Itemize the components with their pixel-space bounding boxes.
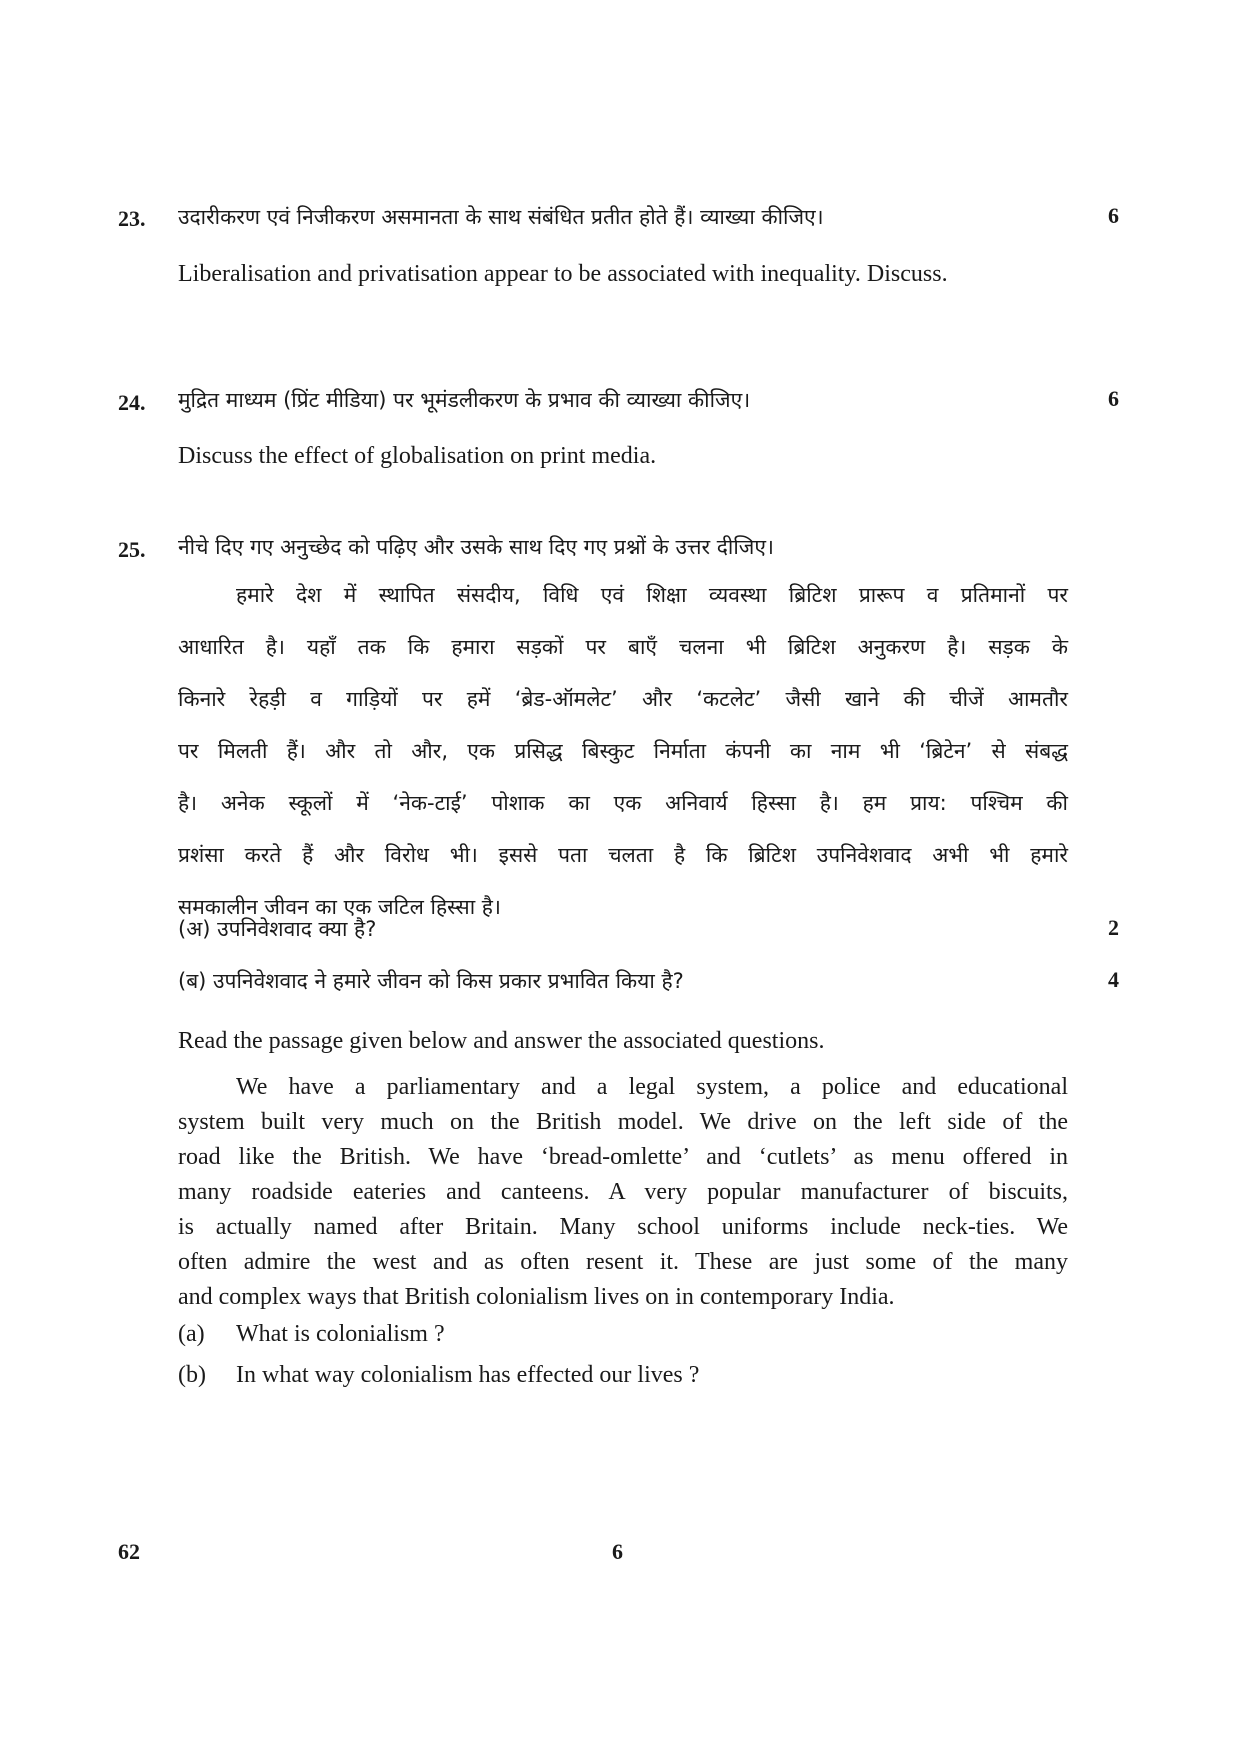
- question-25-hindi-subquestion-a: (अ) उपनिवेशवाद क्या है?: [178, 917, 377, 941]
- english-subquestion-a-label: (a): [178, 1321, 205, 1347]
- english-passage-line: is actually named after Britain. Many school uniforms include neck-ties. We: [178, 1214, 1068, 1240]
- question-25-english-passage: [178, 1070, 1068, 1315]
- english-passage-line: and complex ways that British colonialism lives on in contemporary India.: [178, 1284, 895, 1310]
- question-24-hindi: मुद्रित माध्यम (प्रिंट मीडिया) पर भूमंडलीकरण के प्रभाव की व्याख्या कीजिए।: [178, 388, 751, 412]
- question-25-hindi-passage: [178, 569, 1068, 933]
- question-24-number: 24.: [118, 390, 146, 415]
- question-23-hindi: उदारीकरण एवं निजीकरण असमानता के साथ संबंधित प्रतीत होते हैं। व्याख्या कीजिए।: [178, 205, 824, 229]
- question-24-marks: 6: [1108, 386, 1119, 411]
- hindi-passage-line: आधारित है। यहाँ तक कि हमारा सड़कों पर बाएँ चलना भी ब्रिटिश अनुकरण है। सड़क के: [178, 635, 1068, 659]
- question-23-english: Liberalisation and privatisation appear to be associated with inequality. Discuss.: [178, 261, 948, 287]
- english-passage-line: road like the British. We have ‘bread-omlette’ and ‘cutlets’ as menu offered in: [178, 1144, 1068, 1170]
- hindi-passage-line: है। अनेक स्कूलों में ‘नेक-टाई’ पोशाक का एक अनिवार्य हिस्सा है। हम प्राय: पश्चिम की: [178, 791, 1068, 815]
- paper-code: 62: [118, 1539, 140, 1564]
- question-24-english: Discuss the effect of globalisation on print media.: [178, 443, 657, 469]
- question-25-english-instruction: Read the passage given below and answer the associated questions.: [178, 1028, 825, 1054]
- english-subquestion-b-label: (b): [178, 1362, 206, 1388]
- english-passage-line: often admire the west and as often resent it. These are just some of the many: [178, 1249, 1068, 1275]
- english-subquestion-b-text: In what way colonialism has effected our lives ?: [236, 1362, 700, 1388]
- question-25-subquestion-a-marks: 2: [1108, 915, 1119, 940]
- english-subquestion-a-text: What is colonialism ?: [236, 1321, 445, 1347]
- question-25-subquestion-b-marks: 4: [1108, 967, 1119, 992]
- hindi-passage-line: पर मिलती हैं। और तो और, एक प्रसिद्ध बिस्कुट निर्माता कंपनी का नाम भी ‘ब्रिटेन’ से संबद्ध: [178, 739, 1068, 763]
- english-passage-line: many roadside eateries and canteens. A very popular manufacturer of biscuits,: [178, 1179, 1068, 1205]
- english-passage-line: We have a parliamentary and a legal system, a police and educational: [236, 1074, 1068, 1100]
- question-25-hindi-subquestion-b: (ब) उपनिवेशवाद ने हमारे जीवन को किस प्रकार प्रभावित किया है?: [178, 969, 684, 993]
- question-23-marks: 6: [1108, 203, 1119, 228]
- page-number: 6: [612, 1539, 623, 1564]
- hindi-passage-line: प्रशंसा करते हैं और विरोध भी। इससे पता चलता है कि ब्रिटिश उपनिवेशवाद अभी भी हमारे: [178, 843, 1068, 867]
- question-25-number: 25.: [118, 537, 146, 562]
- english-passage-line: system built very much on the British model. We drive on the left side of the: [178, 1109, 1068, 1135]
- question-23-number: 23.: [118, 206, 146, 231]
- hindi-passage-line: हमारे देश में स्थापित संसदीय, विधि एवं शिक्षा व्यवस्था ब्रिटिश प्रारूप व प्रतिमानों पर: [236, 583, 1068, 607]
- hindi-passage-line: किनारे रेहड़ी व गाड़ियों पर हमें ‘ब्रेड-ऑमलेट’ और ‘कटलेट’ जैसी खाने की चीजें आमतौर: [178, 687, 1068, 711]
- question-25-hindi-instruction: नीचे दिए गए अनुच्छेद को पढ़िए और उसके साथ दिए गए प्रश्नों के उत्तर दीजिए।: [178, 535, 774, 559]
- hindi-passage-line: समकालीन जीवन का एक जटिल हिस्सा है।: [178, 895, 501, 919]
